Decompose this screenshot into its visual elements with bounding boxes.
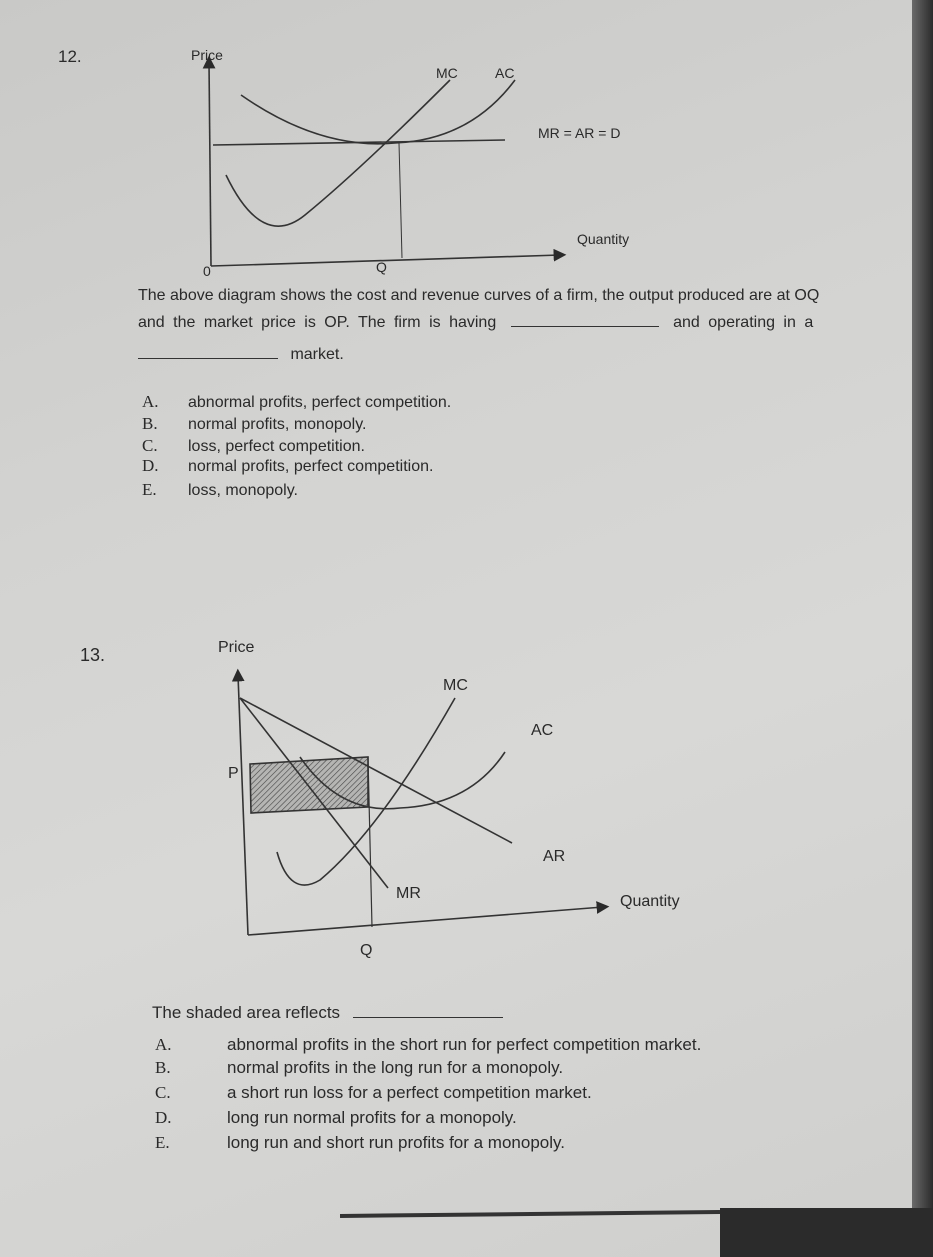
option-letter: B. bbox=[155, 1058, 171, 1077]
q13-quantity-label: Quantity bbox=[620, 893, 680, 910]
q12-price-label: Price bbox=[191, 47, 223, 63]
option-text: normal profits, monopoly. bbox=[188, 416, 367, 433]
q13-mc-label: MC bbox=[443, 677, 468, 694]
option-text: normal profits, perfect competition. bbox=[188, 458, 434, 475]
q13-option-a[interactable] bbox=[155, 1032, 701, 1057]
q12-number: 12. bbox=[58, 47, 82, 66]
q13-options bbox=[155, 1032, 701, 1155]
option-text: loss, monopoly. bbox=[188, 482, 298, 499]
q13-text bbox=[152, 1003, 503, 1023]
option-letter: C. bbox=[155, 1083, 171, 1102]
option-letter: E. bbox=[142, 480, 157, 499]
q13-blank[interactable] bbox=[353, 1003, 503, 1018]
q12-demand-label: MR = AR = D bbox=[538, 125, 621, 141]
q13-q-label: Q bbox=[360, 942, 373, 959]
option-letter: E. bbox=[155, 1133, 170, 1152]
q12-text-line3 bbox=[138, 344, 344, 364]
q12-text-line2b: and operating in a bbox=[673, 314, 814, 331]
q12-quantity-label: Quantity bbox=[577, 231, 630, 247]
option-text: long run normal profits for a monopoly. bbox=[227, 1108, 517, 1127]
q-dropline bbox=[399, 143, 402, 258]
option-letter: D. bbox=[142, 456, 159, 475]
q12-origin-label: 0 bbox=[203, 263, 211, 279]
option-text: loss, perfect competition. bbox=[188, 438, 365, 455]
q13-p-label: P bbox=[228, 765, 239, 782]
mc-curve bbox=[226, 80, 450, 226]
q12-option-b[interactable] bbox=[142, 412, 451, 436]
q12-option-d[interactable] bbox=[142, 454, 451, 478]
shaded-area bbox=[250, 757, 368, 813]
q12-mc-label: MC bbox=[436, 65, 458, 81]
q13-option-c[interactable] bbox=[155, 1080, 701, 1105]
option-text: abnormal profits in the short run for perfect competition market. bbox=[227, 1035, 702, 1054]
quantity-axis bbox=[248, 907, 603, 935]
option-text: abnormal profits, perfect competition. bbox=[188, 394, 452, 411]
option-letter: A. bbox=[155, 1035, 172, 1054]
q12-text-line2a: and the market price is OP. The firm is having bbox=[138, 314, 497, 331]
q12-option-e[interactable] bbox=[142, 478, 451, 502]
q13-option-d[interactable] bbox=[155, 1105, 701, 1130]
option-letter: B. bbox=[142, 414, 158, 433]
q13-ar-label: AR bbox=[543, 848, 566, 865]
option-text: normal profits in the long run for a monopoly. bbox=[227, 1058, 564, 1077]
price-axis bbox=[238, 675, 248, 935]
price-axis bbox=[209, 62, 211, 266]
q13-number: 13. bbox=[80, 645, 106, 665]
q12-ac-label: AC bbox=[495, 65, 515, 81]
q12-options bbox=[142, 390, 451, 502]
q13-price-label: Price bbox=[218, 639, 255, 656]
option-text: long run and short run profits for a monopoly. bbox=[227, 1133, 565, 1152]
q12-text-line1: The above diagram shows the cost and revenue curves of a firm, the output produced are at OQ bbox=[138, 287, 820, 304]
q13-text-label: The shaded area reflects bbox=[152, 1003, 341, 1022]
diagram-12 bbox=[209, 62, 560, 266]
q12-q-label: Q bbox=[376, 259, 387, 275]
option-text: a short run loss for a perfect competition market. bbox=[227, 1083, 592, 1102]
q12-text-line2 bbox=[138, 312, 813, 332]
q12-blank-1[interactable] bbox=[511, 312, 659, 327]
photo-edge-right bbox=[912, 0, 933, 1257]
q13-option-e[interactable] bbox=[155, 1130, 701, 1155]
photo-edge-bottom bbox=[720, 1208, 933, 1257]
q13-mr-label: MR bbox=[396, 885, 421, 902]
q13-option-b[interactable] bbox=[155, 1055, 701, 1080]
q12-blank-2[interactable] bbox=[138, 344, 278, 359]
option-letter: A. bbox=[142, 392, 159, 411]
option-letter: C. bbox=[142, 436, 158, 455]
q13-ac-label: AC bbox=[531, 722, 554, 739]
q12-option-a[interactable] bbox=[142, 390, 451, 414]
q-dropline bbox=[368, 757, 372, 927]
option-letter: D. bbox=[155, 1108, 172, 1127]
q12-text-line3-word: market. bbox=[290, 346, 344, 363]
ac-curve bbox=[241, 80, 515, 144]
